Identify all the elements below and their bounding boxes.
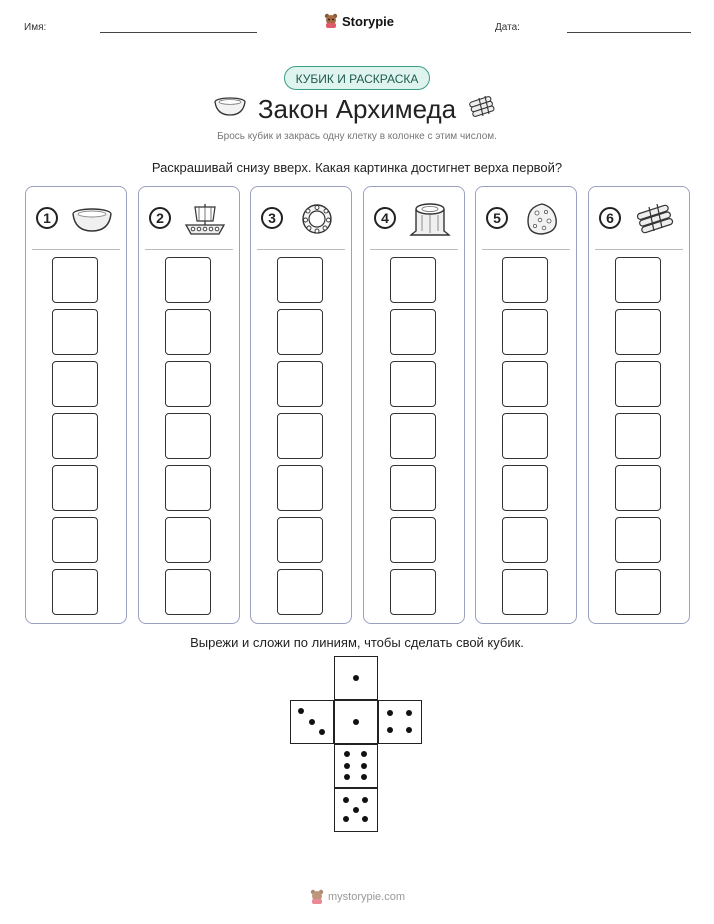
color-cell[interactable]	[390, 361, 436, 407]
cut-instruction: Вырежи и сложи по линиям, чтобы сделать свой кубик.	[190, 635, 524, 650]
dice-pip	[353, 675, 359, 681]
column-divider	[32, 249, 120, 250]
color-cell[interactable]	[52, 569, 98, 615]
color-cell[interactable]	[52, 257, 98, 303]
column-number: 4	[374, 207, 396, 229]
color-cell[interactable]	[52, 465, 98, 511]
color-cell[interactable]	[165, 465, 211, 511]
activity-badge: КУБИК И РАСКРАСКА	[284, 66, 430, 90]
dice-pip	[344, 763, 350, 769]
dice-face-1	[334, 700, 378, 744]
date-line	[567, 32, 691, 33]
footer-url: mystorypie.com	[328, 891, 406, 903]
color-cell[interactable]	[277, 413, 323, 459]
column-number: 1	[36, 207, 58, 229]
dice-face-4	[378, 700, 422, 744]
dice-face-6	[334, 744, 378, 788]
color-cell[interactable]	[277, 309, 323, 355]
dice-pip	[353, 807, 359, 813]
dice-pip	[362, 816, 368, 822]
color-cell[interactable]	[615, 465, 661, 511]
color-cell[interactable]	[165, 569, 211, 615]
color-cell[interactable]	[390, 309, 436, 355]
dice-face-3	[290, 700, 334, 744]
column-number: 2	[149, 207, 171, 229]
footer	[310, 889, 405, 905]
dice-pip	[406, 710, 412, 716]
color-cell[interactable]	[615, 517, 661, 563]
color-cell[interactable]	[165, 361, 211, 407]
dice-pip	[343, 816, 349, 822]
dice-pip	[362, 797, 368, 803]
column-3	[250, 186, 352, 624]
color-cell[interactable]	[502, 465, 548, 511]
color-cell[interactable]	[165, 413, 211, 459]
dice-pip	[387, 727, 393, 733]
footer-bear-icon	[310, 889, 324, 905]
color-cell[interactable]	[502, 413, 548, 459]
color-cell[interactable]	[502, 517, 548, 563]
column-2	[138, 186, 240, 624]
column-1	[25, 186, 127, 624]
color-cell[interactable]	[390, 465, 436, 511]
dice-pip	[309, 719, 315, 725]
dice-net	[290, 656, 424, 836]
color-cell[interactable]	[390, 517, 436, 563]
sponge-icon	[520, 201, 564, 237]
color-cell[interactable]	[615, 309, 661, 355]
dice-pip	[361, 774, 367, 780]
column-6	[588, 186, 690, 624]
color-cell[interactable]	[502, 361, 548, 407]
column-divider	[482, 249, 570, 250]
dice-pip	[361, 763, 367, 769]
crown-icon	[295, 201, 339, 237]
dice-pip	[344, 751, 350, 757]
dice-face-5	[334, 788, 378, 832]
brand-logo	[324, 13, 394, 29]
color-cell[interactable]	[52, 309, 98, 355]
dice-pip	[344, 774, 350, 780]
dice-pip	[319, 729, 325, 735]
name-label: Имя:	[24, 22, 47, 33]
color-cell[interactable]	[52, 517, 98, 563]
color-cell[interactable]	[165, 309, 211, 355]
log-bundle-icon	[633, 201, 677, 237]
color-cell[interactable]	[277, 465, 323, 511]
column-number: 5	[486, 207, 508, 229]
page-title: Закон Архимеда	[257, 94, 457, 124]
color-cell[interactable]	[615, 257, 661, 303]
dice-pip	[361, 751, 367, 757]
column-divider	[145, 249, 233, 250]
color-cell[interactable]	[277, 361, 323, 407]
color-cell[interactable]	[615, 413, 661, 459]
column-divider	[370, 249, 458, 250]
color-cell[interactable]	[277, 257, 323, 303]
instruction: Раскрашивай снизу вверх. Какая картинка достигнет верха первой?	[151, 160, 563, 175]
color-cell[interactable]	[165, 517, 211, 563]
bear-icon	[324, 13, 338, 29]
column-divider	[257, 249, 345, 250]
date-label: Дата:	[495, 22, 520, 33]
color-cell[interactable]	[502, 569, 548, 615]
bowl-icon	[70, 201, 114, 237]
color-cell[interactable]	[277, 517, 323, 563]
color-cell[interactable]	[390, 413, 436, 459]
dice-pip	[406, 727, 412, 733]
color-cell[interactable]	[52, 413, 98, 459]
ship-icon	[183, 201, 227, 237]
page-subtitle: Брось кубик и закрась одну клетку в колонке с этим числом.	[217, 131, 497, 142]
column-4	[363, 186, 465, 624]
color-cell[interactable]	[502, 257, 548, 303]
name-line	[100, 32, 257, 33]
color-cell[interactable]	[52, 361, 98, 407]
color-cell[interactable]	[165, 257, 211, 303]
dice-pip	[353, 719, 359, 725]
color-cell[interactable]	[502, 309, 548, 355]
brand-name: Storypie	[342, 13, 395, 29]
color-cell[interactable]	[615, 361, 661, 407]
dice-pip	[343, 797, 349, 803]
tree-stump-icon	[408, 201, 452, 237]
color-cell[interactable]	[277, 569, 323, 615]
column-number: 6	[599, 207, 621, 229]
dice-face-1	[334, 656, 378, 700]
color-cell[interactable]	[390, 257, 436, 303]
color-cell[interactable]	[390, 569, 436, 615]
dice-pip	[298, 708, 304, 714]
log-bundle-icon	[465, 95, 499, 119]
column-number: 3	[261, 207, 283, 229]
column-5	[475, 186, 577, 624]
color-cell[interactable]	[615, 569, 661, 615]
dice-pip	[387, 710, 393, 716]
column-divider	[595, 249, 683, 250]
